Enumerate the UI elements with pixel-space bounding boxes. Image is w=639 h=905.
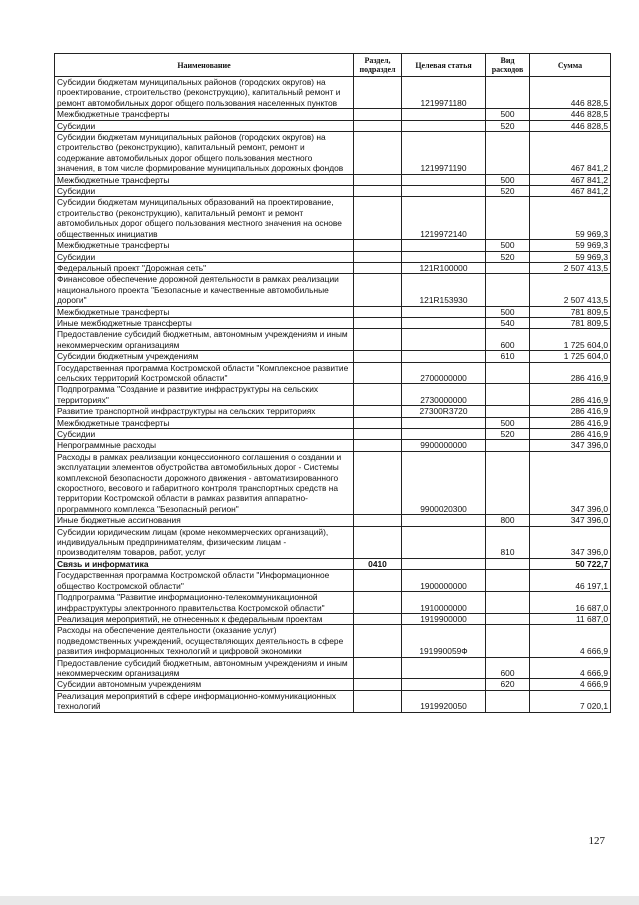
- cell-sum: 16 687,0: [530, 592, 611, 614]
- table-row: [55, 570, 611, 592]
- cell-sum: 286 416,9: [530, 384, 611, 406]
- cell-article: [402, 306, 486, 317]
- cell-article: 2700000000: [402, 362, 486, 384]
- cell-article: [402, 679, 486, 690]
- table-row: [55, 197, 611, 240]
- cell-article: 121R153930: [402, 274, 486, 306]
- header-sum: Сумма: [530, 54, 611, 77]
- cell-expense: 500: [486, 174, 530, 185]
- cell-article: [402, 526, 486, 558]
- cell-article: [402, 186, 486, 197]
- cell-sum: 347 396,0: [530, 515, 611, 526]
- cell-name: Иные бюджетные ассигнования: [55, 515, 354, 526]
- table-row: [55, 120, 611, 131]
- table-row: [55, 406, 611, 417]
- cell-article: 27300R3720: [402, 406, 486, 417]
- cell-sum: 1 725 604,0: [530, 351, 611, 362]
- cell-section: [354, 417, 402, 428]
- cell-expense: 520: [486, 186, 530, 197]
- cell-article: 1919900000: [402, 613, 486, 624]
- cell-section: [354, 440, 402, 451]
- cell-expense: [486, 592, 530, 614]
- cell-sum: 4 666,9: [530, 625, 611, 657]
- table-row: [55, 329, 611, 351]
- cell-sum: 467 841,2: [530, 186, 611, 197]
- cell-section: [354, 351, 402, 362]
- cell-expense: [486, 274, 530, 306]
- header-row: [55, 54, 611, 77]
- cell-name: Субсидии автономным учреждениям: [55, 679, 354, 690]
- cell-name: Субсидии бюджетам муниципальных районов (городских округов) на проектирование, строительство (реконструкцию), капитальный ремонт и ремонт автомобильных дорог общего пользования населенных пунктов: [55, 77, 354, 109]
- cell-expense: [486, 440, 530, 451]
- cell-expense: [486, 570, 530, 592]
- table-row: [55, 690, 611, 712]
- cell-name: Развитие транспортной инфраструктуры на сельских территориях: [55, 406, 354, 417]
- cell-section: [354, 274, 402, 306]
- cell-expense: 500: [486, 240, 530, 251]
- table-row: [55, 77, 611, 109]
- cell-article: [402, 120, 486, 131]
- cell-article: [402, 240, 486, 251]
- cell-sum: 347 396,0: [530, 440, 611, 451]
- cell-sum: 347 396,0: [530, 451, 611, 514]
- table-row: [55, 657, 611, 679]
- cell-sum: 286 416,9: [530, 417, 611, 428]
- cell-expense: 610: [486, 351, 530, 362]
- cell-article: [402, 329, 486, 351]
- cell-sum: 2 507 413,5: [530, 274, 611, 306]
- cell-section: [354, 120, 402, 131]
- table-row: [55, 451, 611, 514]
- cell-sum: 467 841,2: [530, 174, 611, 185]
- cell-sum: 4 666,9: [530, 679, 611, 690]
- cell-sum: 286 416,9: [530, 406, 611, 417]
- cell-name: Реализация мероприятий в сфере информационно-коммуникационных технологий: [55, 690, 354, 712]
- cell-sum: 446 828,5: [530, 77, 611, 109]
- cell-expense: [486, 690, 530, 712]
- cell-sum: 446 828,5: [530, 109, 611, 120]
- cell-article: [402, 109, 486, 120]
- cell-article: 1919920050: [402, 690, 486, 712]
- page-number: 127: [588, 835, 605, 847]
- cell-section: [354, 384, 402, 406]
- cell-expense: 500: [486, 306, 530, 317]
- cell-name: Межбюджетные трансферты: [55, 109, 354, 120]
- cell-sum: 11 687,0: [530, 613, 611, 624]
- cell-name: Предоставление субсидий бюджетным, автономным учреждениям и иным некоммерческим организациям: [55, 329, 354, 351]
- table-row: [55, 515, 611, 526]
- cell-sum: 347 396,0: [530, 526, 611, 558]
- cell-sum: 50 722,7: [530, 558, 611, 569]
- cell-section: [354, 451, 402, 514]
- cell-expense: 520: [486, 251, 530, 262]
- cell-article: 9900020300: [402, 451, 486, 514]
- table-row: [55, 240, 611, 251]
- cell-section: [354, 515, 402, 526]
- cell-article: [402, 174, 486, 185]
- cell-section: [354, 657, 402, 679]
- cell-expense: [486, 451, 530, 514]
- cell-name: Подпрограмма "Развитие информационно-телекоммуникационной инфраструктуры электронного правительства Костромской области": [55, 592, 354, 614]
- cell-expense: [486, 362, 530, 384]
- cell-article: 9900000000: [402, 440, 486, 451]
- table-row: [55, 186, 611, 197]
- cell-section: [354, 526, 402, 558]
- cell-expense: 800: [486, 515, 530, 526]
- cell-expense: [486, 406, 530, 417]
- cell-name: Субсидии: [55, 186, 354, 197]
- scan-edge: [0, 896, 639, 905]
- cell-section: 0410: [354, 558, 402, 569]
- cell-expense: [486, 132, 530, 175]
- cell-sum: 59 969,3: [530, 197, 611, 240]
- header-section: Раздел, подраздел: [354, 54, 402, 77]
- cell-name: Федеральный проект "Дорожная сеть": [55, 262, 354, 273]
- cell-expense: [486, 558, 530, 569]
- cell-expense: [486, 262, 530, 273]
- table-row: [55, 679, 611, 690]
- cell-section: [354, 329, 402, 351]
- header-name: Наименование: [55, 54, 354, 77]
- cell-article: 1910000000: [402, 592, 486, 614]
- cell-section: [354, 174, 402, 185]
- cell-article: [402, 417, 486, 428]
- cell-section: [354, 186, 402, 197]
- cell-section: [354, 592, 402, 614]
- cell-section: [354, 429, 402, 440]
- table-row: [55, 625, 611, 657]
- cell-article: 191990059Ф: [402, 625, 486, 657]
- cell-article: 1219971180: [402, 77, 486, 109]
- cell-article: 121R100000: [402, 262, 486, 273]
- cell-name: Субсидии бюджетам муниципальных образований на проектирование, строительство (реконструкцию), капитальный ремонт и ремонт автомобильных дорог общего пользования местного значения на основе общественных инициатив: [55, 197, 354, 240]
- cell-sum: 1 725 604,0: [530, 329, 611, 351]
- cell-sum: 2 507 413,5: [530, 262, 611, 273]
- table-body: [55, 77, 611, 713]
- cell-expense: 620: [486, 679, 530, 690]
- cell-sum: 4 666,9: [530, 657, 611, 679]
- cell-section: [354, 306, 402, 317]
- cell-section: [354, 690, 402, 712]
- cell-section: [354, 613, 402, 624]
- cell-sum: 781 809,5: [530, 317, 611, 328]
- cell-name: Субсидии бюджетам муниципальных районов (городских округов) на строительство (реконструкцию), капитальный ремонт, ремонт и содержание автомобильных дорог общего пользования местного значения, в том числе формирование муниципальных дорожных фондов: [55, 132, 354, 175]
- cell-section: [354, 362, 402, 384]
- cell-section: [354, 251, 402, 262]
- table-row: [55, 109, 611, 120]
- cell-section: [354, 406, 402, 417]
- cell-expense: [486, 384, 530, 406]
- cell-section: [354, 77, 402, 109]
- cell-expense: 810: [486, 526, 530, 558]
- cell-article: [402, 429, 486, 440]
- table-row: [55, 251, 611, 262]
- cell-name: Субсидии юридическим лицам (кроме некоммерческих организаций), индивидуальным предпринимателям, физическим лицам - производителям товаров, работ, услуг: [55, 526, 354, 558]
- cell-sum: 7 020,1: [530, 690, 611, 712]
- cell-name: Субсидии: [55, 429, 354, 440]
- table-row: [55, 262, 611, 273]
- table-row: [55, 526, 611, 558]
- cell-article: 1900000000: [402, 570, 486, 592]
- cell-expense: [486, 613, 530, 624]
- cell-name: Расходы в рамках реализации концессионного соглашения о создании и эксплуатации элементов обустройства автомобильных дорог - Системы комплексной безопасности дорожного движения - автоматизированного скоростного, весового и габаритного контроля транспортных средств на территории Костромской области в рамках развития аппаратно-программного комплекса "Безопасный регион": [55, 451, 354, 514]
- cell-section: [354, 625, 402, 657]
- table-row: [55, 362, 611, 384]
- cell-name: Субсидии: [55, 120, 354, 131]
- cell-article: [402, 657, 486, 679]
- table-row: [55, 317, 611, 328]
- header-article: Целевая статья: [402, 54, 486, 77]
- table-row: [55, 558, 611, 569]
- table-row: [55, 613, 611, 624]
- cell-name: Межбюджетные трансферты: [55, 417, 354, 428]
- cell-name: Иные межбюджетные трансферты: [55, 317, 354, 328]
- cell-expense: 600: [486, 657, 530, 679]
- cell-sum: 59 969,3: [530, 251, 611, 262]
- table-row: [55, 384, 611, 406]
- cell-expense: 600: [486, 329, 530, 351]
- cell-article: 2730000000: [402, 384, 486, 406]
- cell-expense: [486, 77, 530, 109]
- table-header: [55, 54, 611, 77]
- cell-article: 1219972140: [402, 197, 486, 240]
- cell-expense: [486, 625, 530, 657]
- cell-article: 1219971190: [402, 132, 486, 175]
- cell-article: [402, 515, 486, 526]
- cell-expense: [486, 197, 530, 240]
- table-row: [55, 429, 611, 440]
- cell-name: Расходы на обеспечение деятельности (оказание услуг) подведомственных учреждений, осуществляющих деятельность в сфере развития информационных технологий и цифровой экономики: [55, 625, 354, 657]
- cell-article: [402, 351, 486, 362]
- cell-name: Межбюджетные трансферты: [55, 306, 354, 317]
- cell-sum: 286 416,9: [530, 429, 611, 440]
- cell-name: Субсидии: [55, 251, 354, 262]
- cell-expense: 500: [486, 109, 530, 120]
- cell-expense: 520: [486, 120, 530, 131]
- cell-section: [354, 109, 402, 120]
- table-row: [55, 132, 611, 175]
- cell-name: Финансовое обеспечение дорожной деятельности в рамках реализации национального проекта "Безопасные и качественные автомобильные дороги": [55, 274, 354, 306]
- table-row: [55, 351, 611, 362]
- cell-name: Подпрограмма "Создание и развитие инфраструктуры на сельских территориях": [55, 384, 354, 406]
- cell-sum: 286 416,9: [530, 362, 611, 384]
- cell-name: Предоставление субсидий бюджетным, автономным учреждениям и иным некоммерческим организациям: [55, 657, 354, 679]
- cell-sum: 59 969,3: [530, 240, 611, 251]
- cell-section: [354, 240, 402, 251]
- table-row: [55, 306, 611, 317]
- cell-section: [354, 317, 402, 328]
- cell-expense: 540: [486, 317, 530, 328]
- cell-expense: 520: [486, 429, 530, 440]
- cell-sum: 446 828,5: [530, 120, 611, 131]
- table-row: [55, 174, 611, 185]
- budget-table: [54, 53, 611, 713]
- cell-article: [402, 558, 486, 569]
- cell-section: [354, 570, 402, 592]
- cell-article: [402, 251, 486, 262]
- table-row: [55, 274, 611, 306]
- cell-name: Межбюджетные трансферты: [55, 174, 354, 185]
- cell-section: [354, 262, 402, 273]
- cell-section: [354, 197, 402, 240]
- cell-section: [354, 679, 402, 690]
- cell-name: Связь и информатика: [55, 558, 354, 569]
- cell-expense: 500: [486, 417, 530, 428]
- cell-name: Субсидии бюджетным учреждениям: [55, 351, 354, 362]
- header-expense: Вид расходов: [486, 54, 530, 77]
- table-row: [55, 592, 611, 614]
- cell-article: [402, 317, 486, 328]
- table-row: [55, 440, 611, 451]
- cell-sum: 467 841,2: [530, 132, 611, 175]
- cell-name: Реализация мероприятий, не отнесенных к федеральным проектам: [55, 613, 354, 624]
- cell-sum: 46 197,1: [530, 570, 611, 592]
- cell-name: Государственная программа Костромской области "Информационное общество Костромской области": [55, 570, 354, 592]
- cell-name: Государственная программа Костромской области "Комплексное развитие сельских территорий Костромской области": [55, 362, 354, 384]
- table-row: [55, 417, 611, 428]
- cell-section: [354, 132, 402, 175]
- cell-name: Непрограммные расходы: [55, 440, 354, 451]
- cell-name: Межбюджетные трансферты: [55, 240, 354, 251]
- cell-sum: 781 809,5: [530, 306, 611, 317]
